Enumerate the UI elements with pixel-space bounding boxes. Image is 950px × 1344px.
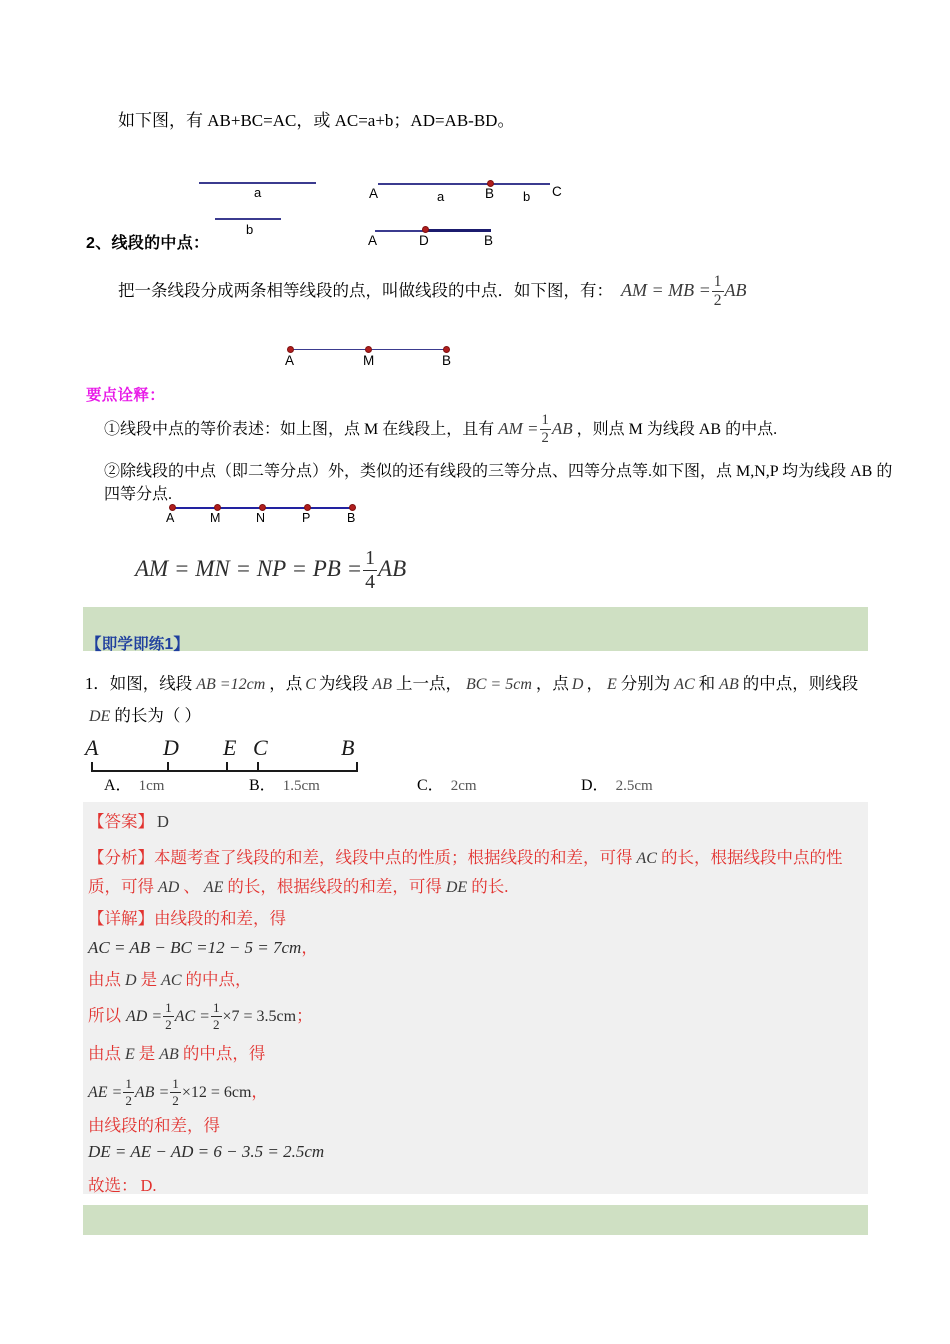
label-B-adb: B	[484, 233, 494, 248]
solution-box	[83, 802, 868, 1194]
q-math-de: DE	[89, 708, 111, 726]
q-math-d: D	[571, 676, 584, 693]
detail-4-math-ab: AB	[159, 1046, 179, 1063]
conclusion-label: 故选：	[88, 1176, 138, 1195]
fraction-half-ad: $\frac{1}{2}$	[165, 1000, 172, 1032]
detail-text-1: 由线段的和差，得	[154, 909, 286, 928]
segment-b-label: b	[246, 222, 254, 237]
analysis-math-ae: AE	[203, 879, 224, 896]
eq-ae: AE = $\frac{1}{2}$ AB = $\frac{1}{2}$ ×12 = 6cm	[88, 1076, 252, 1108]
ruler-tick-B	[356, 762, 358, 772]
q-math-ab-12cm: AB =12cm	[196, 676, 266, 693]
analysis-row	[88, 844, 863, 902]
key-point-2: ②除线段的中点（即二等分点）外，类似的还有线段的三等分点、四等分点等.如下图，点 M,N,P 均为线段 AB 的四等分点.	[104, 463, 893, 504]
analysis-p4: 、	[183, 877, 200, 896]
detail-equation-1	[88, 936, 318, 961]
conclusion-value: D.	[140, 1176, 157, 1195]
fraction-half-ae2: $\frac{1}{2}$	[172, 1076, 179, 1108]
label-D-adb: D	[419, 233, 429, 248]
formula-am-mb: AM = MB = $\frac{1}{2}$ AB	[621, 273, 747, 310]
detail-line-5: 由线段的和差，得	[88, 1116, 220, 1135]
point-b-dot-q	[349, 504, 356, 511]
option-d-letter: D．	[581, 777, 609, 794]
analysis-math-de: DE	[445, 879, 468, 896]
detail-equation-4	[88, 1142, 324, 1162]
q-part7: 分别为	[620, 674, 671, 693]
detail-2-math-ac: AC	[161, 972, 182, 989]
option-a[interactable]	[104, 772, 164, 795]
q-part6: ，	[586, 674, 603, 693]
eq-ae-tail: ，	[251, 1082, 268, 1102]
bottom-banner	[83, 1205, 868, 1235]
ruler-label-A: A	[85, 735, 99, 760]
option-d[interactable]	[581, 772, 653, 795]
q-part9: 的中点，则线	[742, 674, 842, 693]
label-A-q: A	[166, 511, 175, 525]
ruler-label-E: E	[223, 735, 237, 760]
detail-2a: 由点	[88, 970, 121, 989]
q-math-e: E	[606, 676, 617, 693]
option-c[interactable]	[417, 772, 477, 795]
point-m-dot-q	[214, 504, 221, 511]
eq-ac-tail: ，	[301, 938, 318, 957]
label-a-abc: a	[437, 189, 445, 204]
quarter-points-diagram	[0, 0, 950, 545]
detail-2c: 的中点，	[185, 970, 252, 989]
formula-quarter-points: AM = MN = NP = PB = $\frac{1}{4}$ AB	[135, 547, 407, 593]
formula-am-half-ab: AM = $\frac{1}{2}$ AB	[498, 412, 573, 447]
ruler-label-B: B	[341, 735, 355, 760]
label-A-amb: A	[285, 353, 295, 368]
intro-paragraph: 如下图，有 AB+BC=AC，或 AC=a+b；AD=AB-BD。	[118, 111, 515, 130]
answer-row	[88, 810, 169, 835]
detail-line-3	[88, 1001, 313, 1032]
fraction-one-half: $\frac{1}{2}$	[713, 273, 722, 310]
option-b-value: 1.5cm	[282, 778, 320, 794]
label-b-abc: b	[523, 189, 531, 204]
analysis-p1: 本题考查了线段的和差，线段中点的性质；根据线段的和差，可得	[154, 848, 633, 867]
point-p-dot-q	[304, 504, 311, 511]
q-part5: ，点	[535, 674, 569, 693]
eq-ad: AD = $\frac{1}{2}$ AC = $\frac{1}{2}$ ×7 = 3.5cm	[126, 1000, 297, 1032]
ruler-label-C: C	[253, 735, 268, 760]
q-part8: 和	[698, 674, 716, 693]
detail-4b: 是	[138, 1044, 156, 1063]
option-a-letter: A．	[104, 777, 132, 794]
analysis-math-ac: AC	[636, 850, 657, 867]
eq-ac: AC = AB − BC =12 − 5 = 7cm	[88, 938, 302, 957]
question-text	[85, 668, 885, 733]
option-c-letter: C．	[417, 777, 444, 794]
fraction-one-half-kp: $\frac{1}{2}$	[541, 412, 549, 447]
fraction-half-ad2: $\frac{1}{2}$	[212, 1000, 220, 1032]
analysis-p6: 的长.	[471, 877, 509, 896]
q-math-c: C	[305, 676, 316, 693]
analysis-math-ad: AD	[158, 879, 180, 896]
label-N-q: N	[256, 511, 266, 525]
detail-line-4	[88, 1042, 265, 1067]
key-point-1-post: ，则点 M 为线段 AB 的中点.	[576, 420, 778, 438]
q-math-ab: AB	[372, 676, 392, 693]
q-part3: 为线段	[318, 674, 369, 693]
question-number: 1．	[85, 674, 110, 693]
q-part11: 的长为（ ）	[114, 706, 201, 726]
detail-4-math-e: E	[125, 1046, 135, 1063]
detail-2-math-d: D	[125, 972, 137, 989]
detail-4c: 的中点，得	[182, 1044, 266, 1063]
option-a-value: 1cm	[138, 778, 165, 794]
label-B-q: B	[347, 511, 356, 525]
detail-label: 【详解】	[88, 909, 154, 928]
label-P-q: P	[302, 511, 311, 525]
ruler-tick-A	[91, 762, 93, 772]
q-part2: ，点	[269, 674, 303, 693]
point-n-dot-q	[259, 504, 266, 511]
heading-key-points: 要点诠释：	[86, 387, 166, 404]
option-c-value: 2cm	[450, 778, 477, 794]
conclusion-row	[88, 1174, 157, 1199]
eq-de: DE = AE − AD = 6 − 3.5 = 2.5cm	[88, 1142, 325, 1161]
detail-4a: 由点	[88, 1044, 121, 1063]
q-part10: 段	[841, 674, 859, 693]
label-A-adb: A	[368, 233, 378, 248]
q-math-bc-5cm: BC = 5cm	[465, 676, 532, 693]
analysis-p3: 质，可得	[88, 877, 154, 896]
detail-line-1	[88, 907, 286, 932]
ruler-tick-C	[257, 762, 259, 772]
answer-label: 【答案】	[88, 812, 154, 831]
q-math-ac: AC	[674, 676, 695, 693]
label-M-q: M	[210, 511, 221, 525]
segment-a-label: a	[254, 185, 262, 200]
definition-text: 把一条线段分成两条相等线段的点，叫做线段的中点．如下图，有：	[118, 281, 613, 301]
detail-2b: 是	[140, 970, 158, 989]
option-d-value: 2.5cm	[615, 778, 653, 794]
key-point-1-pre: ①线段中点的等价表述：如上图，点 M 在线段上，且有	[104, 420, 495, 438]
analysis-p5: 的长，根据线段的和差，可得	[227, 877, 442, 896]
point-a-dot-q	[169, 504, 176, 511]
analysis-p2: 的长，根据线段中点的性	[660, 848, 843, 867]
detail-3-prefix: 所以	[88, 1006, 121, 1026]
answer-value: D	[157, 812, 169, 831]
fraction-one-fourth: $\frac{1}{4}$	[365, 547, 376, 593]
detail-line-2	[88, 968, 252, 993]
practice-banner	[83, 607, 868, 651]
detail-equation-3	[88, 1077, 268, 1108]
q-math-ab2: AB	[719, 676, 739, 693]
ruler-tick-E	[226, 762, 228, 772]
label-C-abc: C	[552, 184, 562, 199]
q-part4: 上一点，	[395, 674, 462, 693]
label-A-abc: A	[369, 186, 379, 201]
analysis-label: 【分析】	[88, 848, 154, 867]
ruler-tick-D	[167, 762, 169, 772]
option-b-letter: B．	[249, 777, 276, 794]
label-B-abc: B	[485, 186, 495, 201]
label-B-amb: B	[442, 353, 452, 368]
fraction-half-ae: $\frac{1}{2}$	[125, 1076, 132, 1108]
eq-ad-tail: ；	[296, 1006, 313, 1026]
q-part1: 如图，线段	[109, 674, 193, 693]
option-b[interactable]	[249, 772, 320, 795]
label-M-amb: M	[363, 353, 375, 368]
practice-banner-label: 【即学即练1】	[86, 636, 190, 653]
heading-midpoint: 2、线段的中点：	[86, 235, 210, 252]
ruler-label-D: D	[163, 735, 179, 760]
